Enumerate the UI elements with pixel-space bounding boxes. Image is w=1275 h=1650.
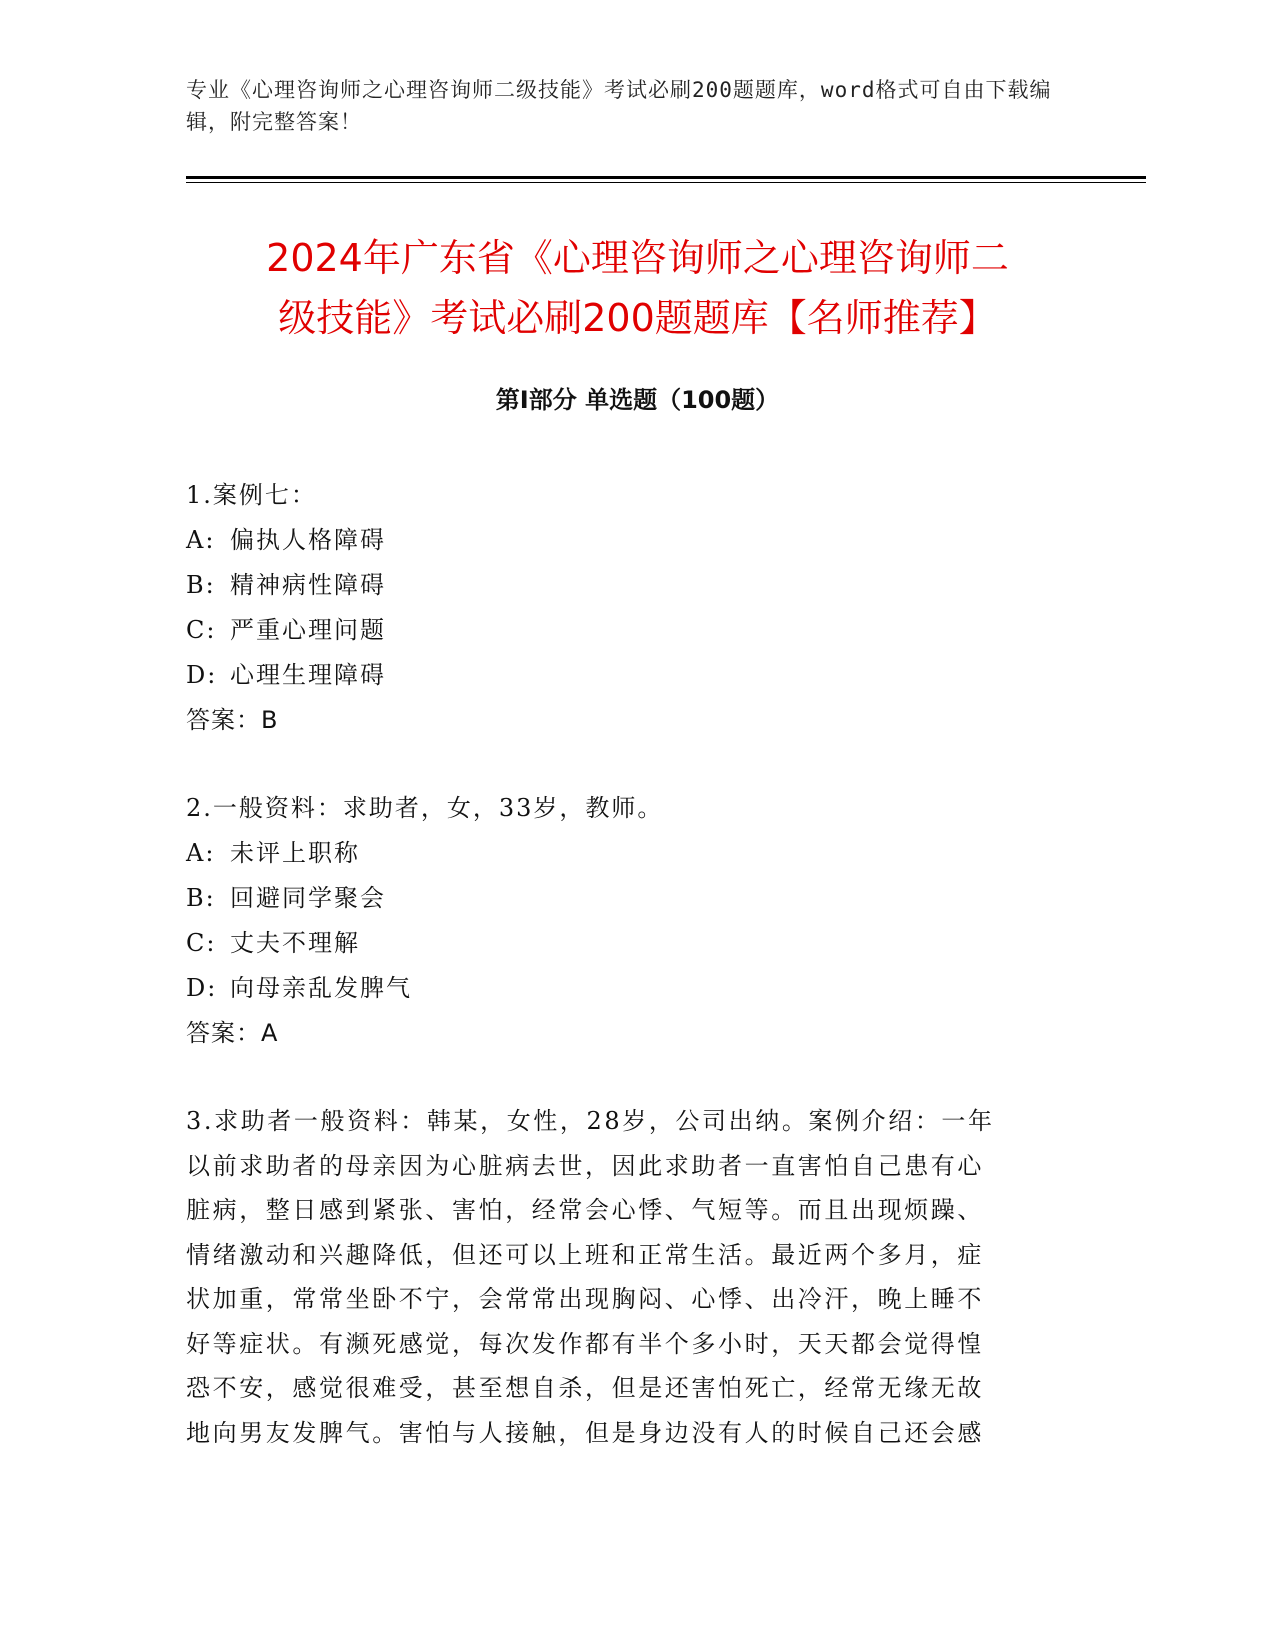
section-heading: 第I部分 单选题（100题） xyxy=(495,386,780,414)
answer-line: 答案：B xyxy=(186,706,279,734)
question-list xyxy=(186,473,1066,1498)
document-title-line-1: 2024年广东省《心理咨询师之心理咨询师二 xyxy=(266,236,1009,280)
option-c xyxy=(186,608,1066,653)
option-text: 精神病性障碍 xyxy=(230,571,386,599)
option-text: 回避同学聚会 xyxy=(230,884,386,912)
paragraph-line: 恐不安，感觉很难受，甚至想自杀，但是还害怕死亡，经常无缘无故 xyxy=(186,1374,984,1402)
header-note: 专业《心理咨询师之心理咨询师二级技能》考试必刷200题题库，word格式可自由下载编辑，附完整答案！ xyxy=(186,78,1052,134)
paragraph-line: 地向男友发脾气。害怕与人接触，但是身边没有人的时候自己还会感 xyxy=(186,1418,984,1447)
option-letter: C: xyxy=(186,616,217,644)
option-letter: C: xyxy=(186,929,217,957)
option-text: 心理生理障碍 xyxy=(230,661,386,689)
document-title-line-2: 级技能》考试必刷200题题库【名师推荐】 xyxy=(278,296,997,340)
question-1 xyxy=(186,473,1066,743)
option-text: 严重心理问题 xyxy=(230,616,386,644)
question-3 xyxy=(186,1099,1066,1455)
option-c xyxy=(186,921,1066,966)
option-text: 未评上职称 xyxy=(230,839,360,867)
option-letter: B: xyxy=(186,884,216,912)
option-b xyxy=(186,563,1066,608)
option-text: 丈夫不理解 xyxy=(230,929,360,957)
option-letter: D: xyxy=(186,974,218,1002)
paragraph-line: 情绪激动和兴趣降低，但还可以上班和正常生活。最近两个多月，症 xyxy=(186,1240,984,1269)
option-text: 向母亲乱发脾气 xyxy=(230,974,412,1002)
header-rule-thin xyxy=(186,182,1146,183)
option-letter: D: xyxy=(186,661,218,689)
option-a xyxy=(186,518,1066,563)
paragraph-line: 3.求助者一般资料：韩某，女性，28岁，公司出纳。案例介绍：一年 xyxy=(186,1107,995,1135)
option-d xyxy=(186,653,1066,698)
answer-line: 答案：A xyxy=(186,1019,279,1047)
option-a xyxy=(186,831,1066,876)
question-stem: 2.一般资料：求助者，女，33岁，教师。 xyxy=(186,794,664,822)
paragraph-line: 脏病，整日感到紧张、害怕，经常会心悸、气短等。而且出现烦躁、 xyxy=(186,1196,984,1224)
question-stem: 1.案例七： xyxy=(186,481,317,509)
option-text: 偏执人格障碍 xyxy=(230,526,386,554)
paragraph-line: 以前求助者的母亲因为心脏病去世，因此求助者一直害怕自己患有心 xyxy=(186,1151,984,1180)
question-stem-paragraph xyxy=(186,1099,1066,1455)
option-b xyxy=(186,876,1066,921)
document-title xyxy=(150,228,1125,348)
paragraph-line: 状加重，常常坐卧不宁，会常常出现胸闷、心悸、出冷汗，晚上睡不 xyxy=(186,1285,984,1313)
option-d xyxy=(186,966,1066,1011)
option-letter: A: xyxy=(186,526,216,554)
question-2 xyxy=(186,786,1066,1056)
option-letter: A: xyxy=(186,839,216,867)
header-rule-thick xyxy=(186,176,1146,179)
option-letter: B: xyxy=(186,571,216,599)
paragraph-line: 好等症状。有濒死感觉，每次发作都有半个多小时，天天都会觉得惶 xyxy=(186,1329,984,1358)
